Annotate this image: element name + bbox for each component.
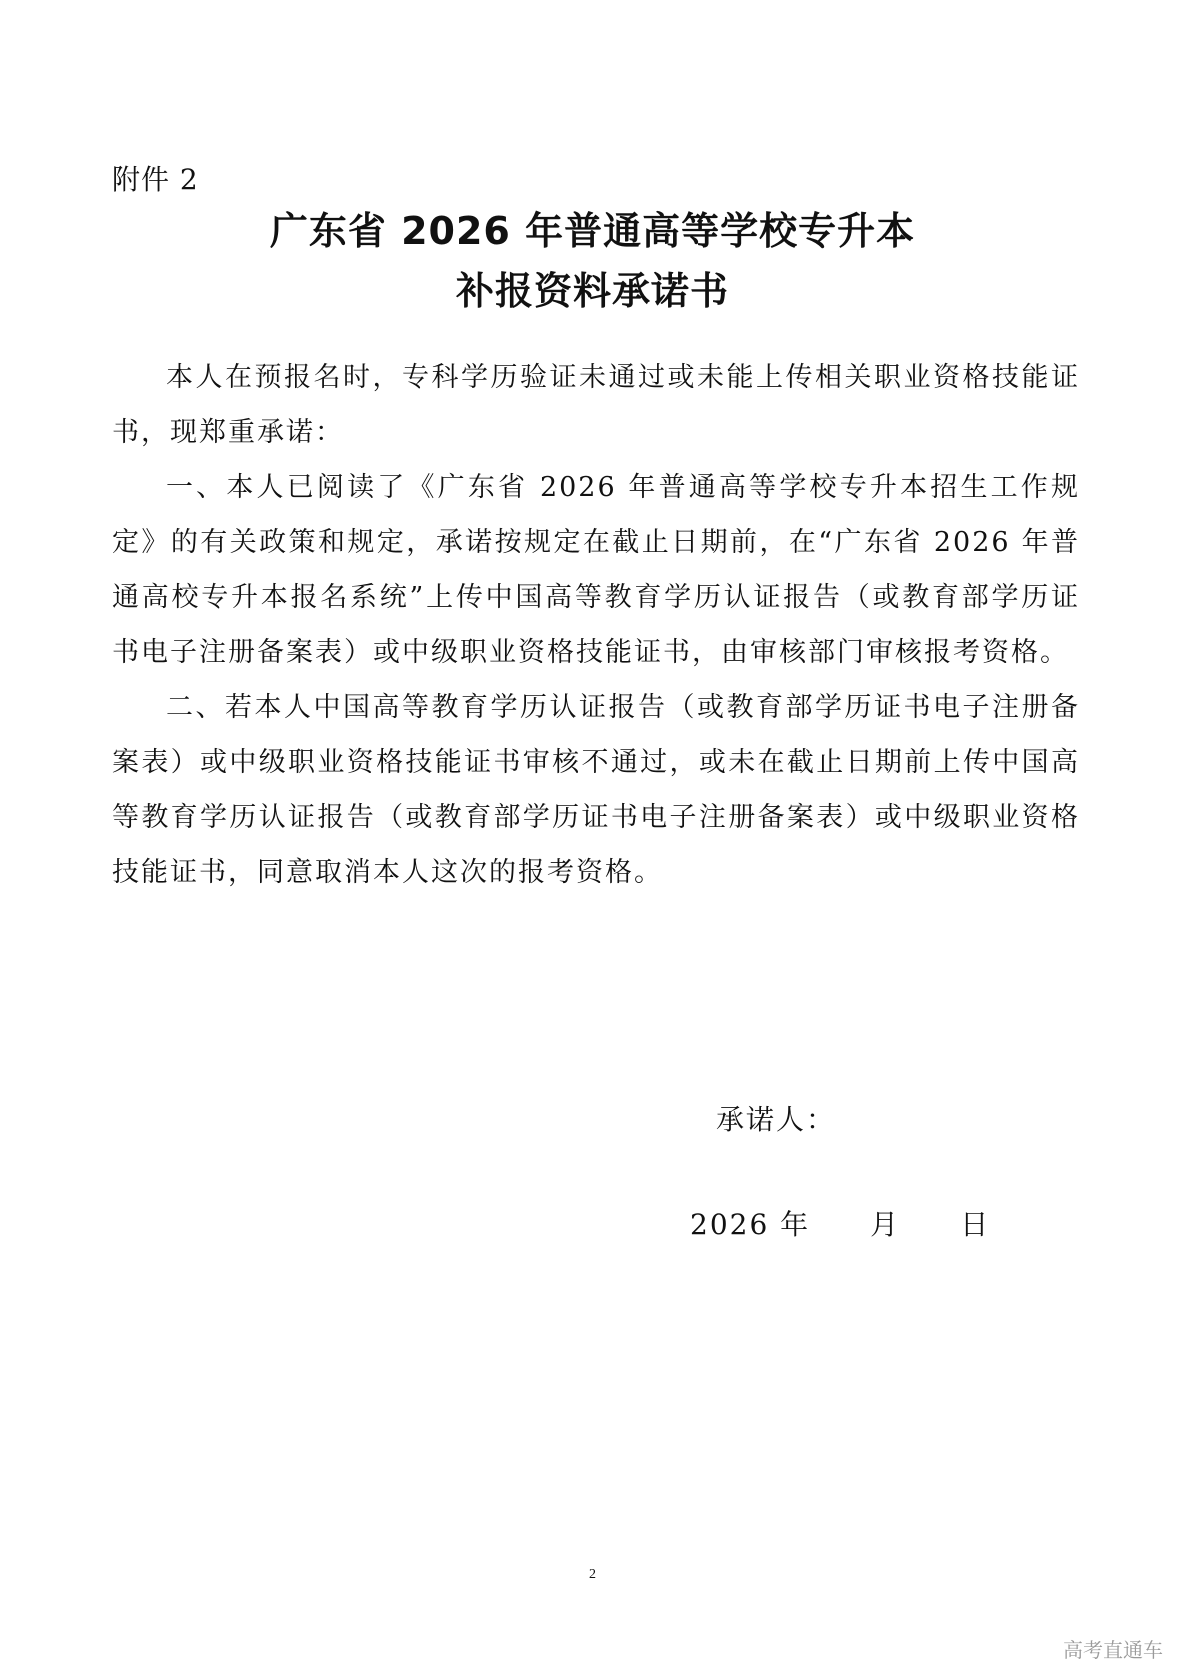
document-title-line1: 广东省 2026 年普通高等学校专升本: [269, 209, 916, 253]
paragraph-commitment-2: 二、若本人中国高等教育学历认证报告（或教育部学历证书电子注册备案表）或中级职业资格技能证书审核不通过，或未在截止日期前上传中国高等教育学历认证报告（或教育部学历证书电子注册备案表）或中级职业资格技能证书，同意取消本人这次的报考资格。: [112, 692, 1080, 888]
signature-year: 2026 年: [690, 1208, 811, 1241]
paragraph-intro: 本人在预报名时，专科学历验证未通过或未能上传相关职业资格技能证书，现郑重承诺：: [112, 362, 1080, 448]
attachment-label: 附件 2: [112, 163, 199, 196]
watermark-logo-text: 高考直通车: [1063, 1638, 1163, 1662]
document-title-line2: 补报资料承诺书: [455, 269, 729, 313]
signature-day: 日: [960, 1208, 991, 1241]
body-text: [112, 350, 1080, 900]
paragraph-commitment-1: 一、本人已阅读了《广东省 2026 年普通高等学校专升本招生工作规定》的有关政策和规定，承诺按规定在截止日期前，在“广东省 2026 年普通高校专升本报名系统”上传中国高等教育学历认证报告（或教育部学历证书电子注册备案表）或中级职业资格技能证书，由审核部门审核报考资格。: [112, 472, 1080, 668]
signature-label: 承诺人：: [716, 1103, 837, 1136]
signature-date: [690, 1205, 990, 1245]
page-number: 2: [589, 1567, 596, 1582]
signature-month: 月: [870, 1208, 901, 1241]
